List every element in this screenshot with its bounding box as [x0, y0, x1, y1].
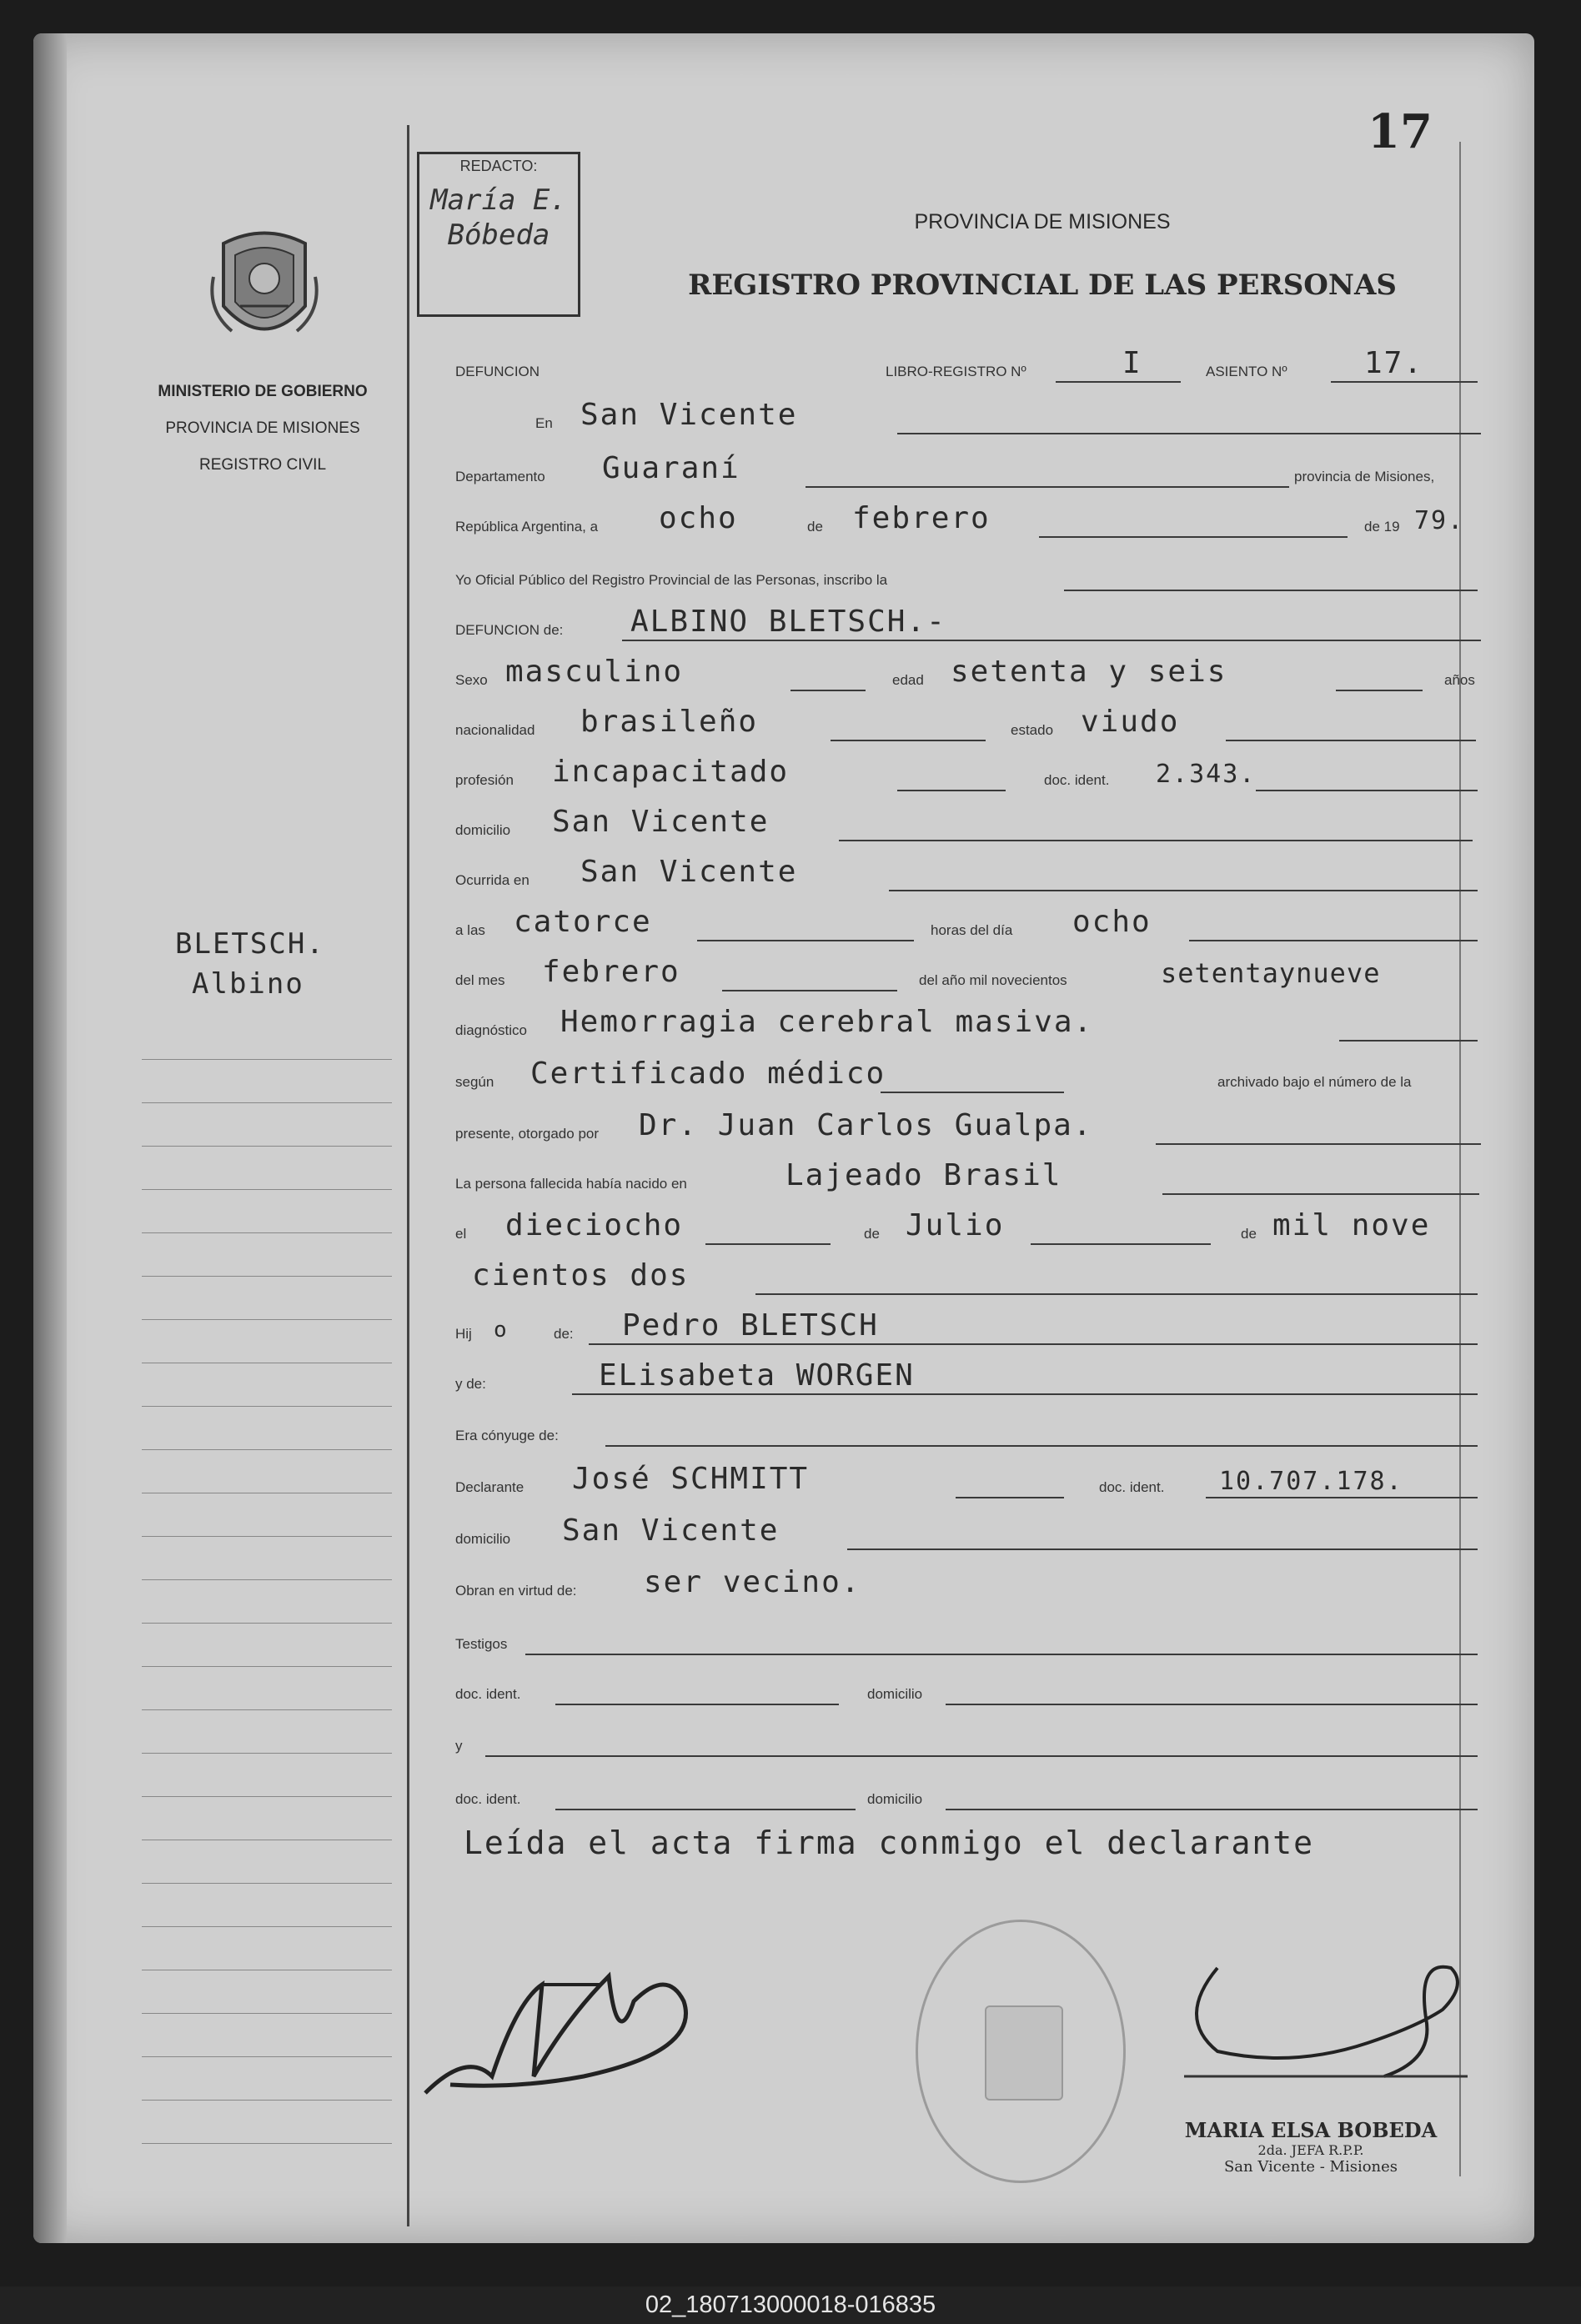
ministry-block	[133, 374, 392, 484]
official-name: MARIA ELSA BOBEDA	[1184, 2118, 1438, 2142]
row-closing	[455, 1823, 1481, 1866]
row-horas	[455, 901, 1481, 944]
de3-label: de	[1241, 1226, 1257, 1242]
presente-label: presente, otorgado por	[455, 1126, 600, 1142]
de-label: de	[807, 519, 823, 535]
profesion-label: profesión	[455, 772, 514, 788]
row-en	[455, 394, 1481, 437]
decl-doc-label: doc. ident.	[1099, 1479, 1165, 1495]
testigos-label: Testigos	[455, 1636, 508, 1652]
alas-line	[697, 940, 914, 941]
row-defuncion-de	[455, 600, 1481, 644]
row-oficial	[455, 550, 1481, 594]
row-obran	[455, 1561, 1481, 1604]
margin-ruled-line	[142, 2100, 392, 2101]
margin-ruled-line	[142, 1883, 392, 1884]
mes-line	[722, 990, 897, 991]
margin-note-name: Albino	[192, 967, 304, 1001]
republica-label: República Argentina, a	[455, 519, 599, 535]
declarante-label: Declarante	[455, 1479, 524, 1495]
el-label: el	[455, 1226, 467, 1242]
alas-value: catorce	[514, 905, 652, 939]
row-domicilio	[455, 801, 1481, 844]
edad-line	[1336, 690, 1423, 691]
row-declarante	[455, 1458, 1481, 1501]
domicilio-value: San Vicente	[552, 805, 770, 839]
row-ocurrida	[455, 851, 1481, 894]
row-hijo	[455, 1304, 1481, 1348]
presente-value: Dr. Juan Carlos Gualpa.	[639, 1108, 1093, 1142]
t-doc-line	[555, 1704, 839, 1705]
official-seal	[916, 1920, 1126, 2183]
horas-value: ocho	[1072, 905, 1152, 939]
hijo-de-label: de:	[554, 1326, 574, 1342]
ocurrida-value: San Vicente	[580, 855, 798, 889]
departamento-label: Departamento	[455, 469, 545, 484]
defuncion-de-line	[622, 640, 1481, 641]
conyuge-label: Era cónyuge de:	[455, 1428, 559, 1443]
row-nacimiento-cont	[455, 1254, 1481, 1298]
row-nacionalidad	[455, 700, 1481, 744]
anos-label: años	[1444, 672, 1475, 688]
t-dom-label: domicilio	[867, 1686, 923, 1702]
asiento-label: ASIENTO Nº	[1206, 364, 1287, 379]
provincia-suffix: provincia de Misiones,	[1294, 469, 1435, 484]
mes-value: febrero	[542, 955, 680, 989]
domicilio-label: domicilio	[455, 822, 511, 838]
sexo-value: masculino	[505, 655, 684, 689]
official-title: 2da. JEFA R.P.P.	[1257, 2142, 1364, 2158]
edad-label: edad	[892, 672, 924, 688]
doc-ident-value: 2.343.	[1156, 760, 1257, 789]
sexo-line	[790, 690, 866, 691]
margin-ruled-line	[142, 1709, 392, 1710]
departamento-line	[806, 486, 1289, 488]
segun-label: según	[455, 1074, 494, 1090]
ministry-office: REGISTRO CIVIL	[198, 456, 327, 474]
margin-note-surname: BLETSCH.	[175, 927, 325, 961]
t-dom-line	[946, 1704, 1478, 1705]
nacido-label: La persona fallecida había nacido en	[455, 1176, 687, 1192]
profesion-line	[897, 790, 1006, 791]
margin-ruled-line	[142, 1059, 392, 1060]
ocurrida-label: Ocurrida en	[455, 872, 530, 888]
page-number: 17	[1368, 104, 1433, 159]
row-sexo-edad	[455, 650, 1481, 694]
decl-dom-label: domicilio	[455, 1531, 511, 1547]
libro-label: LIBRO-REGISTRO Nº	[886, 364, 1026, 379]
row-header-fields	[455, 342, 1481, 385]
fecha-dia: ocho	[659, 501, 738, 535]
obran-label: Obran en virtud de:	[455, 1583, 577, 1599]
defuncion-de-label: DEFUNCION de:	[455, 622, 564, 638]
ministry-province: PROVINCIA DE MISIONES	[165, 419, 360, 437]
anio-mil-value: setentaynueve	[1161, 957, 1381, 989]
hijo-label: Hij	[455, 1326, 472, 1342]
row-conyuge	[455, 1406, 1481, 1449]
declarante-value: José SCHMITT	[572, 1462, 810, 1496]
t-doc-label: doc. ident.	[455, 1686, 521, 1702]
t2-dom-line	[946, 1809, 1478, 1810]
official-place: San Vicente - Misiones	[1223, 2158, 1398, 2176]
margin-ruled-line	[142, 1276, 392, 1277]
provincial-coat-of-arms-icon	[207, 227, 322, 350]
t2-dom-label: domicilio	[867, 1791, 923, 1807]
ministry-name: MINISTERIO DE GOBIERNO	[158, 383, 368, 400]
cont-value: cientos dos	[472, 1258, 690, 1293]
margin-ruled-line	[142, 1146, 392, 1147]
margin-ruled-line	[142, 1926, 392, 1927]
margin-ruled-line	[142, 2013, 392, 2014]
cont-line	[755, 1293, 1478, 1295]
doc-ident-label: doc. ident.	[1044, 772, 1110, 788]
en-value: San Vicente	[580, 398, 798, 432]
fecha-mes: febrero	[852, 501, 991, 535]
type-label: DEFUNCION	[455, 364, 540, 379]
hijo-value: Pedro BLETSCH	[622, 1308, 879, 1343]
nacido-value: Lajeado Brasil	[785, 1158, 1062, 1192]
margin-ruled-line	[142, 2143, 392, 2144]
estado-line	[1226, 740, 1476, 741]
margin-ruled-line	[142, 1796, 392, 1797]
row-profesion	[455, 750, 1481, 794]
hijo-suffix: o	[494, 1318, 509, 1343]
row-nacido	[455, 1154, 1481, 1197]
edad-value: setenta y seis	[951, 655, 1227, 689]
yde-label: y de:	[455, 1376, 486, 1392]
defuncion-de-value: ALBINO BLETSCH.-	[630, 605, 946, 639]
horas-label: horas del día	[931, 922, 1013, 938]
official-stamp-text	[1177, 2118, 1444, 2176]
official-signature	[1167, 1951, 1501, 2101]
row-decl-domicilio	[455, 1509, 1481, 1553]
declarante-line	[956, 1497, 1064, 1498]
nacionalidad-label: nacionalidad	[455, 722, 535, 738]
horas-line	[1189, 940, 1478, 941]
decl-doc-value: 10.707.178.	[1219, 1467, 1403, 1496]
margin-ruled-line	[142, 2056, 392, 2057]
redacto-stamp	[417, 152, 580, 317]
row-mes-anio	[455, 951, 1481, 994]
anio-mil-label: del año mil novecientos	[919, 972, 1067, 988]
row-departamento	[455, 447, 1481, 490]
y-line	[485, 1755, 1478, 1757]
declarant-signature	[417, 1951, 734, 2110]
mes-label: del mes	[455, 972, 505, 988]
margin-ruled-line	[142, 1579, 392, 1580]
row-testigo2-doc	[455, 1769, 1481, 1813]
row-fecha	[455, 497, 1481, 540]
document-page	[33, 33, 1534, 2243]
segun-value: Certificado médico	[530, 1057, 886, 1091]
el-value: dieciocho	[505, 1208, 684, 1242]
diagnostico-line	[1339, 1040, 1478, 1042]
nacionalidad-value: brasileño	[580, 705, 759, 739]
en-label: En	[535, 415, 553, 431]
fecha-line	[1039, 536, 1348, 538]
nacionalidad-line	[831, 740, 986, 741]
presente-line	[1156, 1143, 1481, 1145]
profesion-value: incapacitado	[552, 755, 790, 789]
margin-ruled-line	[142, 1753, 392, 1754]
testigos-line	[525, 1654, 1478, 1655]
el-line	[705, 1243, 831, 1245]
conyuge-line	[605, 1445, 1478, 1447]
hijo-line	[589, 1343, 1478, 1345]
t2-doc-line	[555, 1809, 856, 1810]
de2-label: de	[864, 1226, 880, 1242]
asiento-line	[1331, 381, 1478, 383]
libro-value: I	[1122, 346, 1142, 380]
margin-ruled-line	[142, 1189, 392, 1190]
closing-value: Leída el acta firma conmigo el declarante	[464, 1825, 1314, 1861]
asiento-value: 17.	[1364, 346, 1424, 380]
t2-doc-label: doc. ident.	[455, 1791, 521, 1807]
margin-ruled-line	[142, 1666, 392, 1667]
row-presente	[455, 1104, 1481, 1147]
diagnostico-label: diagnóstico	[455, 1022, 528, 1038]
decl-doc-line	[1206, 1497, 1478, 1498]
de2-value: Julio	[906, 1208, 1005, 1242]
decl-dom-line	[847, 1548, 1478, 1550]
anio-value: 79.	[1414, 506, 1465, 535]
image-caption: 02_180713000018-016835	[645, 2291, 936, 2318]
estado-value: viudo	[1081, 705, 1180, 739]
row-testigo1-doc	[455, 1664, 1481, 1708]
row-y-de	[455, 1354, 1481, 1398]
libro-line	[1056, 381, 1181, 383]
margin-ruled-line	[142, 1102, 392, 1103]
row-segun	[455, 1052, 1481, 1096]
margin-ruled-line	[142, 1232, 392, 1233]
stamp-handwriting: María E. Bóbeda	[430, 183, 567, 252]
en-line	[897, 433, 1481, 434]
header-province: PROVINCIA DE MISIONES	[914, 210, 1171, 233]
margin-divider	[407, 125, 409, 2226]
margin-ruled-line	[142, 1623, 392, 1624]
yde-value: ELisabeta WORGEN	[599, 1358, 915, 1393]
caption-bar	[0, 2286, 1581, 2324]
de3-value: mil nove	[1272, 1208, 1431, 1242]
archivado-label: archivado bajo el número de la	[1217, 1074, 1412, 1090]
diagnostico-value: Hemorragia cerebral masiva.	[560, 1005, 1094, 1039]
alas-label: a las	[455, 922, 485, 938]
sexo-label: Sexo	[455, 672, 488, 688]
row-y	[455, 1716, 1481, 1759]
book-spine	[33, 33, 67, 2243]
header-registry: REGISTRO PROVINCIAL DE LAS PERSONAS	[688, 269, 1397, 302]
segun-line	[881, 1092, 1064, 1093]
row-nacimiento-fecha	[455, 1204, 1481, 1247]
stamp-label: REDACTO:	[459, 158, 538, 174]
doc-ident-line	[1256, 790, 1478, 791]
row-testigos	[455, 1614, 1481, 1658]
nacido-line	[1162, 1193, 1479, 1195]
estado-label: estado	[1011, 722, 1054, 738]
y-label: y	[455, 1738, 463, 1754]
margin-ruled-line	[142, 1449, 392, 1450]
decl-dom-value: San Vicente	[562, 1513, 780, 1548]
row-diagnostico	[455, 1001, 1481, 1044]
domicilio-line	[839, 840, 1473, 841]
margin-ruled-line	[142, 1536, 392, 1537]
yde-line	[572, 1393, 1478, 1395]
margin-ruled-line	[142, 1319, 392, 1320]
anio-label: de 19	[1364, 519, 1400, 535]
de2-line	[1031, 1243, 1211, 1245]
margin-ruled-line	[142, 1406, 392, 1407]
departamento-value: Guaraní	[602, 451, 740, 485]
oficial-line	[1064, 590, 1478, 591]
oficial-text: Yo Oficial Público del Registro Provincial de las Personas, inscribo la	[455, 572, 888, 588]
obran-value: ser vecino.	[644, 1565, 861, 1599]
ocurrida-line	[889, 890, 1478, 891]
